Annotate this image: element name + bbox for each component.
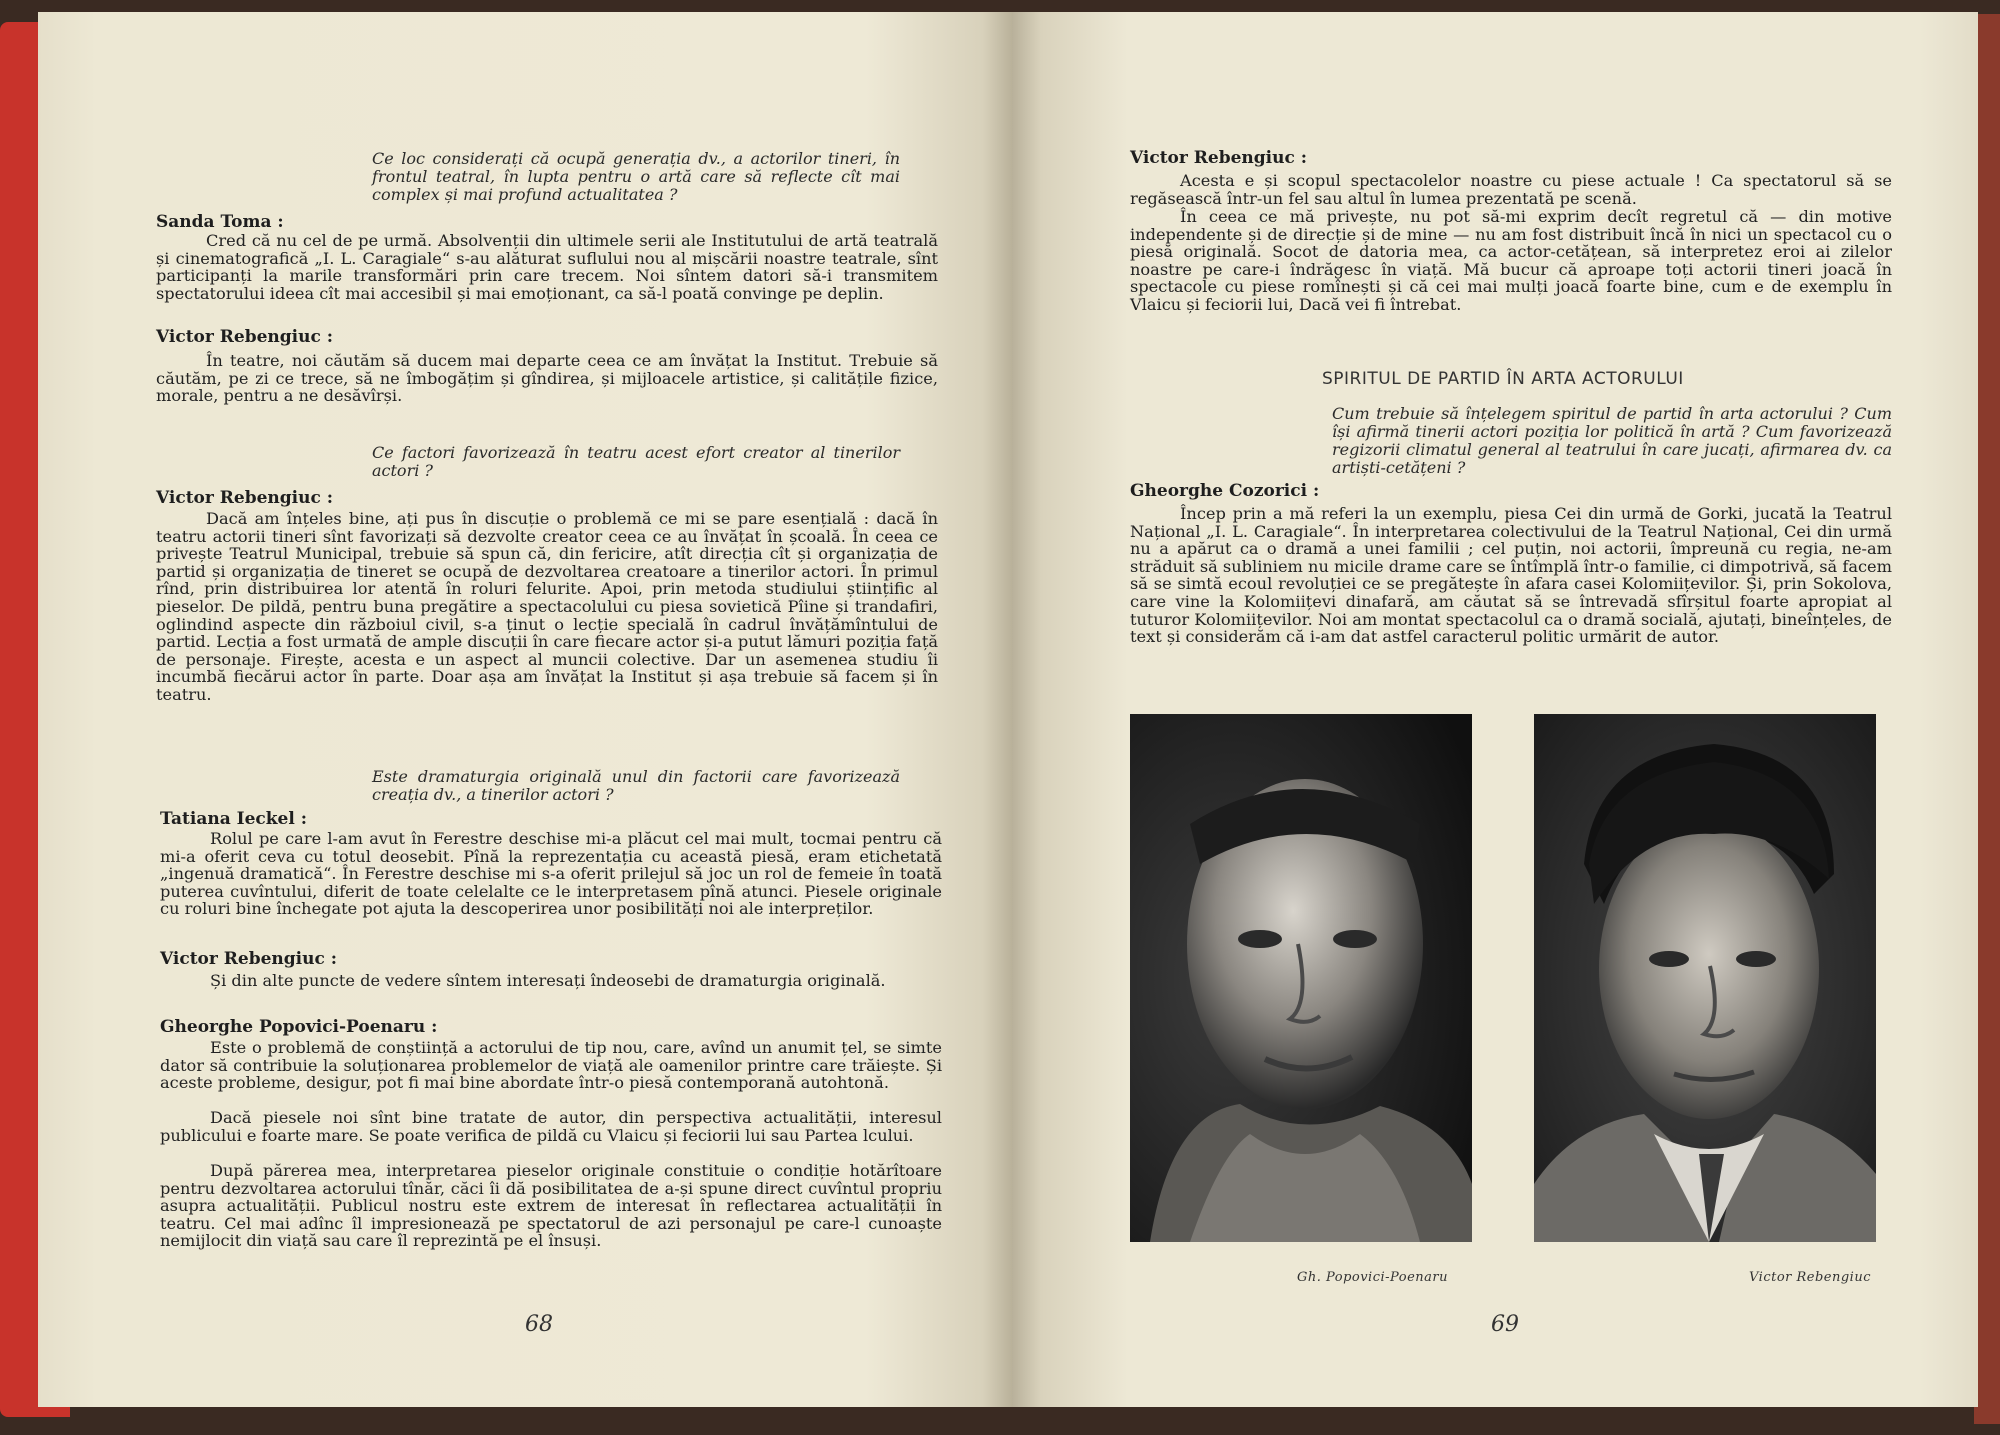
speaker-tatiana-ieckel: Tatiana Ieckel : [160, 809, 308, 829]
photo-caption-right: Victor Rebengiuc [1749, 1270, 1871, 1285]
portrait-photo-popovici-poenaru [1130, 714, 1472, 1242]
question-3: Este dramaturgia originală unul din factorii care favorizează creația dv., a tinerilor actori ? [372, 767, 900, 804]
paragraph: Și din alte puncte de vedere sîntem interesați îndeosebi de dramaturgia originală. [210, 971, 886, 990]
paragraph: Încep prin a mă referi la un exemplu, piesa Cei din urmă de Gorki, jucată la Teatrul Național „I. L. Caragiale“. În interpretarea colectivului de la Teatrul Național, Cei din urmă nu a apărut ca o dramă a unei familii ; cel puțin, noi actorii, împreună cu regia, ne-am străduit să subliniem nu micile drame care se întîmplă într-o familie, ci dimpotrivă, să facem să se simtă ecoul revoluției ce se pregătește în afara casei Kolomiițevilor. Și, prin Sokolova, care vine la Kolomiițevi dinafară, am căutat să se întrevadă sfîrșitul foarte apropiat al tuturor Kolomiițevilor. Noi am montat spectacolul ca o dramă socială, ajutați, bineînțeles, de text și considerăm că i-am dat astfel caracterul politic urmărit de autor. [1130, 504, 1892, 647]
section-heading: SPIRITUL DE PARTID ÎN ARTA ACTORULUI [1322, 369, 1684, 389]
paragraph: După părerea mea, interpretarea pieselor originale constituie o condiție hotărîtoare pentru dezvoltarea actorului tînăr, căci îi dă posibilitatea de a-și spune direct cuvîntul propriu asupra actualității. Publicul nostru este extrem de interesat în reflectarea actualității în teatru. Cel mai adînc îl impresionează pe spectatorul de azi personajul pe care-l cunoaște nemijlocit din viață sau care îl reprezintă pe el însuși. [160, 1161, 942, 1251]
speaker-gheorghe-cozorici: Gheorghe Cozorici : [1130, 481, 1320, 501]
speaker-victor-rebengiuc: Victor Rebengiuc : [156, 488, 334, 508]
paragraph: Dacă piesele noi sînt bine tratate de autor, din perspectiva actualității, interesul publicului e foarte mare. Se poate verifica de pildă cu Vlaicu și feciorii lui sau Partea lcului. [160, 1108, 942, 1145]
question-4: Cum trebuie să înțelegem spiritul de partid în arta actorului ? Cum își afirmă tinerii actori poziția lor politică în artă ? Cum favorizează regizorii climatul general al teatrului în care jucați, afirmarea dv. ca artiști-cetățeni ? [1332, 404, 1892, 477]
paragraph: Dacă am înțeles bine, ați pus în discuție o problemă ce mi se pare esențială : dacă în teatru actorii tineri sînt favorizați să dezvolte creator ceea ce au învățat în școală. În ceea ce privește Teatrul Municipal, trebuie să spun că, din fericire, atît direcția cît și organizația de partid și organizația de tineret se ocupă de dezvoltarea creatoare a tinerilor actori. În primul rînd, prin distribuirea lor atentă în roluri felurite. Apoi, prin metoda studiului științific al pieselor. De pildă, pentru buna pregătire a spectacolului cu piesa sovietică Pîine și trandafiri, oglindind aspecte din războiul civil, s-a ținut o lecție specială în cadrul învățămîntului de partid. Lecția a fost urmată de ample discuții în care fiecare actor și-a putut lămuri poziția față de personaje. Firește, acesta e un aspect al muncii colective. Dar un asemenea studiu îi incumbă fiecărui actor în parte. Doar așa am învățat la Institut și așa trebuie să facem și în teatru. [156, 509, 938, 704]
paragraph: În ceea ce mă privește, nu pot să-mi exprim decît regretul că — din motive independente și de direcție și de mine — nu am fost distribuit încă în nici un spectacol cu o piesă originală. Socot de datoria mea, ca actor-cetățean, să interpretez eroi ai zilelor noastre pe care-i îndrăgesc în viață. Mă bucur că aproape toți actorii tineri joacă în spectacole cu piese romînești și că cei mai mulți joacă foarte bine, cum e de exemplu în Vlaicu și feciorii lui, Dacă vei fi întrebat. [1130, 207, 1892, 314]
speaker-victor-rebengiuc: Victor Rebengiuc : [160, 949, 338, 969]
left-page [38, 12, 1012, 1407]
portrait-photo-victor-rebengiuc [1534, 714, 1876, 1242]
question-2: Ce factori favorizează în teatru acest efort creator al tinerilor actori ? [372, 443, 900, 480]
paragraph: Cred că nu cel de pe urmă. Absolvenții din ultimele serii ale Institutului de artă teatrală și cinematografică „I. L. Caragiale“ s-au alăturat suflului nou al mișcării noastre teatrale, sînt participanți la marile transformări prin care trecem. Noi sîntem datori să-i transmitem spectatorului ideea cît mai accesibil și mai emoționant, ca să-l poată convinge pe deplin. [156, 231, 938, 303]
page-number: 68 [525, 1312, 553, 1337]
page-number: 69 [1491, 1312, 1519, 1337]
speaker-sanda-toma: Sanda Toma : [156, 212, 284, 232]
right-page [1012, 12, 1978, 1407]
paragraph: Este o problemă de conștiință a actorului de tip nou, care, avînd un anumit țel, se simte dator să contribuie la soluționarea problemelor de viață ale oamenilor printre care trăiește. Și aceste probleme, desigur, pot fi mai bine abordate într-o piesă contemporană autohtonă. [160, 1038, 942, 1093]
photo-caption-left: Gh. Popovici-Poenaru [1297, 1270, 1449, 1285]
paragraph: Acesta e și scopul spectacolelor noastre cu piese actuale ! Ca spectatorul să se regăsească într-un fel sau altul în lumea prezentată pe scenă. [1130, 171, 1892, 208]
speaker-victor-rebengiuc: Victor Rebengiuc : [1130, 148, 1308, 168]
question-1: Ce loc considerați că ocupă generația dv., a actorilor tineri, în frontul teatral, în lupta pentru o artă care să reflecte cît mai complex și mai profund actualitatea ? [372, 149, 900, 204]
speaker-victor-rebengiuc: Victor Rebengiuc : [156, 327, 334, 347]
paragraph: În teatre, noi căutăm să ducem mai departe ceea ce am învățat la Institut. Trebuie să căutăm, pe zi ce trece, să ne îmbogățim și gîndirea, și mijloacele artistice, și calitățile fizice, morale, pentru a ne desăvîrși. [156, 351, 938, 406]
paragraph: Rolul pe care l-am avut în Ferestre deschise mi-a plăcut cel mai mult, tocmai pentru că mi-a oferit ceva cu totul deosebit. Pînă la reprezentația cu această piesă, eram etichetată „ingenuă dramatică“. În Ferestre deschise mi s-a oferit prilejul să joc un rol de femeie în toată puterea cuvîntului, diferit de toate celelalte ce le interpretasem pînă atunci. Piesele originale cu roluri bine închegate pot ajuta la descoperirea unor posibilități noi ale interpreților. [160, 829, 942, 919]
speaker-gheorghe-popovici-poenaru: Gheorghe Popovici-Poenaru : [160, 1017, 438, 1037]
